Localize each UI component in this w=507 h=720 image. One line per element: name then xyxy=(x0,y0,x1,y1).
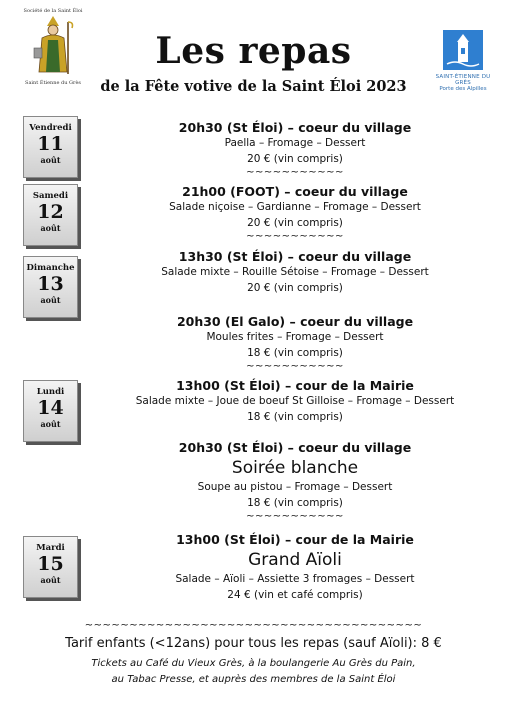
meal-price: 20 € (vin compris) xyxy=(247,282,343,294)
date-month: août xyxy=(40,223,61,233)
town-logo xyxy=(432,30,494,92)
date-number: 13 xyxy=(37,273,64,295)
date-month: août xyxy=(40,295,61,305)
date-day: Dimanche xyxy=(26,263,75,273)
date-day: Samedi xyxy=(32,191,69,201)
meal-title: Soirée blanche xyxy=(231,458,359,478)
meal-heading: 21h00 (FOOT) – coeur du village xyxy=(182,184,408,199)
date-month: août xyxy=(40,155,61,165)
meal-price: 18 € (vin compris) xyxy=(247,347,343,359)
date-number: 14 xyxy=(37,397,64,419)
meal-price: 18 € (vin compris) xyxy=(247,411,343,423)
date-month: août xyxy=(40,419,61,429)
meal-menu: Salade – Aïoli – Assiette 3 fromages – Dessert xyxy=(175,573,415,585)
meal-title: Grand Aïoli xyxy=(248,550,342,570)
date-day: Mardi xyxy=(36,543,65,553)
meal-block xyxy=(120,531,470,603)
meal-price: 20 € (vin compris) xyxy=(247,153,343,165)
church-icon xyxy=(443,30,483,70)
date-day: Lundi xyxy=(36,387,65,397)
meal-price: 20 € (vin compris) xyxy=(247,217,343,229)
date-box-saturday xyxy=(23,184,78,246)
ticket-info-line: au Tabac Presse, et auprès des membres de la Saint Éloi xyxy=(111,674,396,685)
meal-heading: 20h30 (El Galo) – coeur du village xyxy=(176,314,414,329)
separator: ~~~~~~~~~~~ xyxy=(246,167,344,178)
meal-block xyxy=(120,313,470,373)
meal-menu: Salade mixte – Rouille Sétoise – Fromage – Dessert xyxy=(161,266,429,278)
meal-heading: 13h00 (St Éloi) – cour de la Mairie xyxy=(176,532,414,547)
association-name: Société de la Saint Éloi xyxy=(23,8,83,14)
town-logo-image xyxy=(443,30,483,70)
town-name: SAINT-ÉTIENNE DU GRÈS xyxy=(435,74,491,86)
meal-heading: 13h00 (St Éloi) – cour de la Mairie xyxy=(176,378,414,393)
page-title: Les repas xyxy=(155,30,352,72)
date-number: 15 xyxy=(37,553,64,575)
meal-menu: Moules frites – Fromage – Dessert xyxy=(206,331,384,343)
page-subtitle: de la Fête votive de la Saint Éloi 2023 xyxy=(100,78,407,95)
ticket-info-line: Tickets au Café du Vieux Grès, à la boulangerie Au Grès du Pain, xyxy=(91,658,416,669)
meal-block xyxy=(120,377,470,425)
date-number: 11 xyxy=(37,133,64,155)
meal-heading: 20h30 (St Éloi) – coeur du village xyxy=(178,120,412,135)
town-tagline: Porte des Alpilles xyxy=(439,86,487,92)
meal-menu: Paella – Fromage – Dessert xyxy=(224,137,366,149)
meal-price: 24 € (vin et café compris) xyxy=(227,589,363,601)
meal-menu: Salade mixte – Joue de boeuf St Gilloise – Fromage – Dessert xyxy=(135,395,455,407)
date-number: 12 xyxy=(37,201,64,223)
footer-separator: ~~~~~~~~~~~~~~~~~~~~~~~~~~~~~~~~~~~~~~ xyxy=(84,620,423,631)
children-tariff: Tarif enfants (<12ans) pour tous les repas (sauf Aïoli): 8 € xyxy=(65,636,442,651)
date-box-sunday xyxy=(23,256,78,318)
separator: ~~~~~~~~~~~ xyxy=(246,511,344,522)
meal-price: 18 € (vin compris) xyxy=(247,497,343,509)
ticket-info xyxy=(0,656,507,688)
date-month: août xyxy=(40,575,61,585)
meal-block xyxy=(120,248,470,296)
meal-heading: 13h30 (St Éloi) – coeur du village xyxy=(178,249,412,264)
separator: ~~~~~~~~~~~ xyxy=(246,231,344,242)
date-box-monday xyxy=(23,380,78,442)
association-town: Saint Étienne du Grès xyxy=(25,80,81,86)
meal-menu: Soupe au pistou – Fromage – Dessert xyxy=(197,481,393,493)
meal-menu: Salade niçoise – Gardianne – Fromage – Dessert xyxy=(169,201,421,213)
meal-block xyxy=(120,119,470,179)
date-box-tuesday xyxy=(23,536,78,598)
date-box-friday xyxy=(23,116,78,178)
meal-block xyxy=(120,183,470,243)
meal-heading: 20h30 (St Éloi) – coeur du village xyxy=(178,440,412,455)
date-day: Vendredi xyxy=(29,123,72,133)
meal-block xyxy=(120,439,470,523)
separator: ~~~~~~~~~~~ xyxy=(246,361,344,372)
